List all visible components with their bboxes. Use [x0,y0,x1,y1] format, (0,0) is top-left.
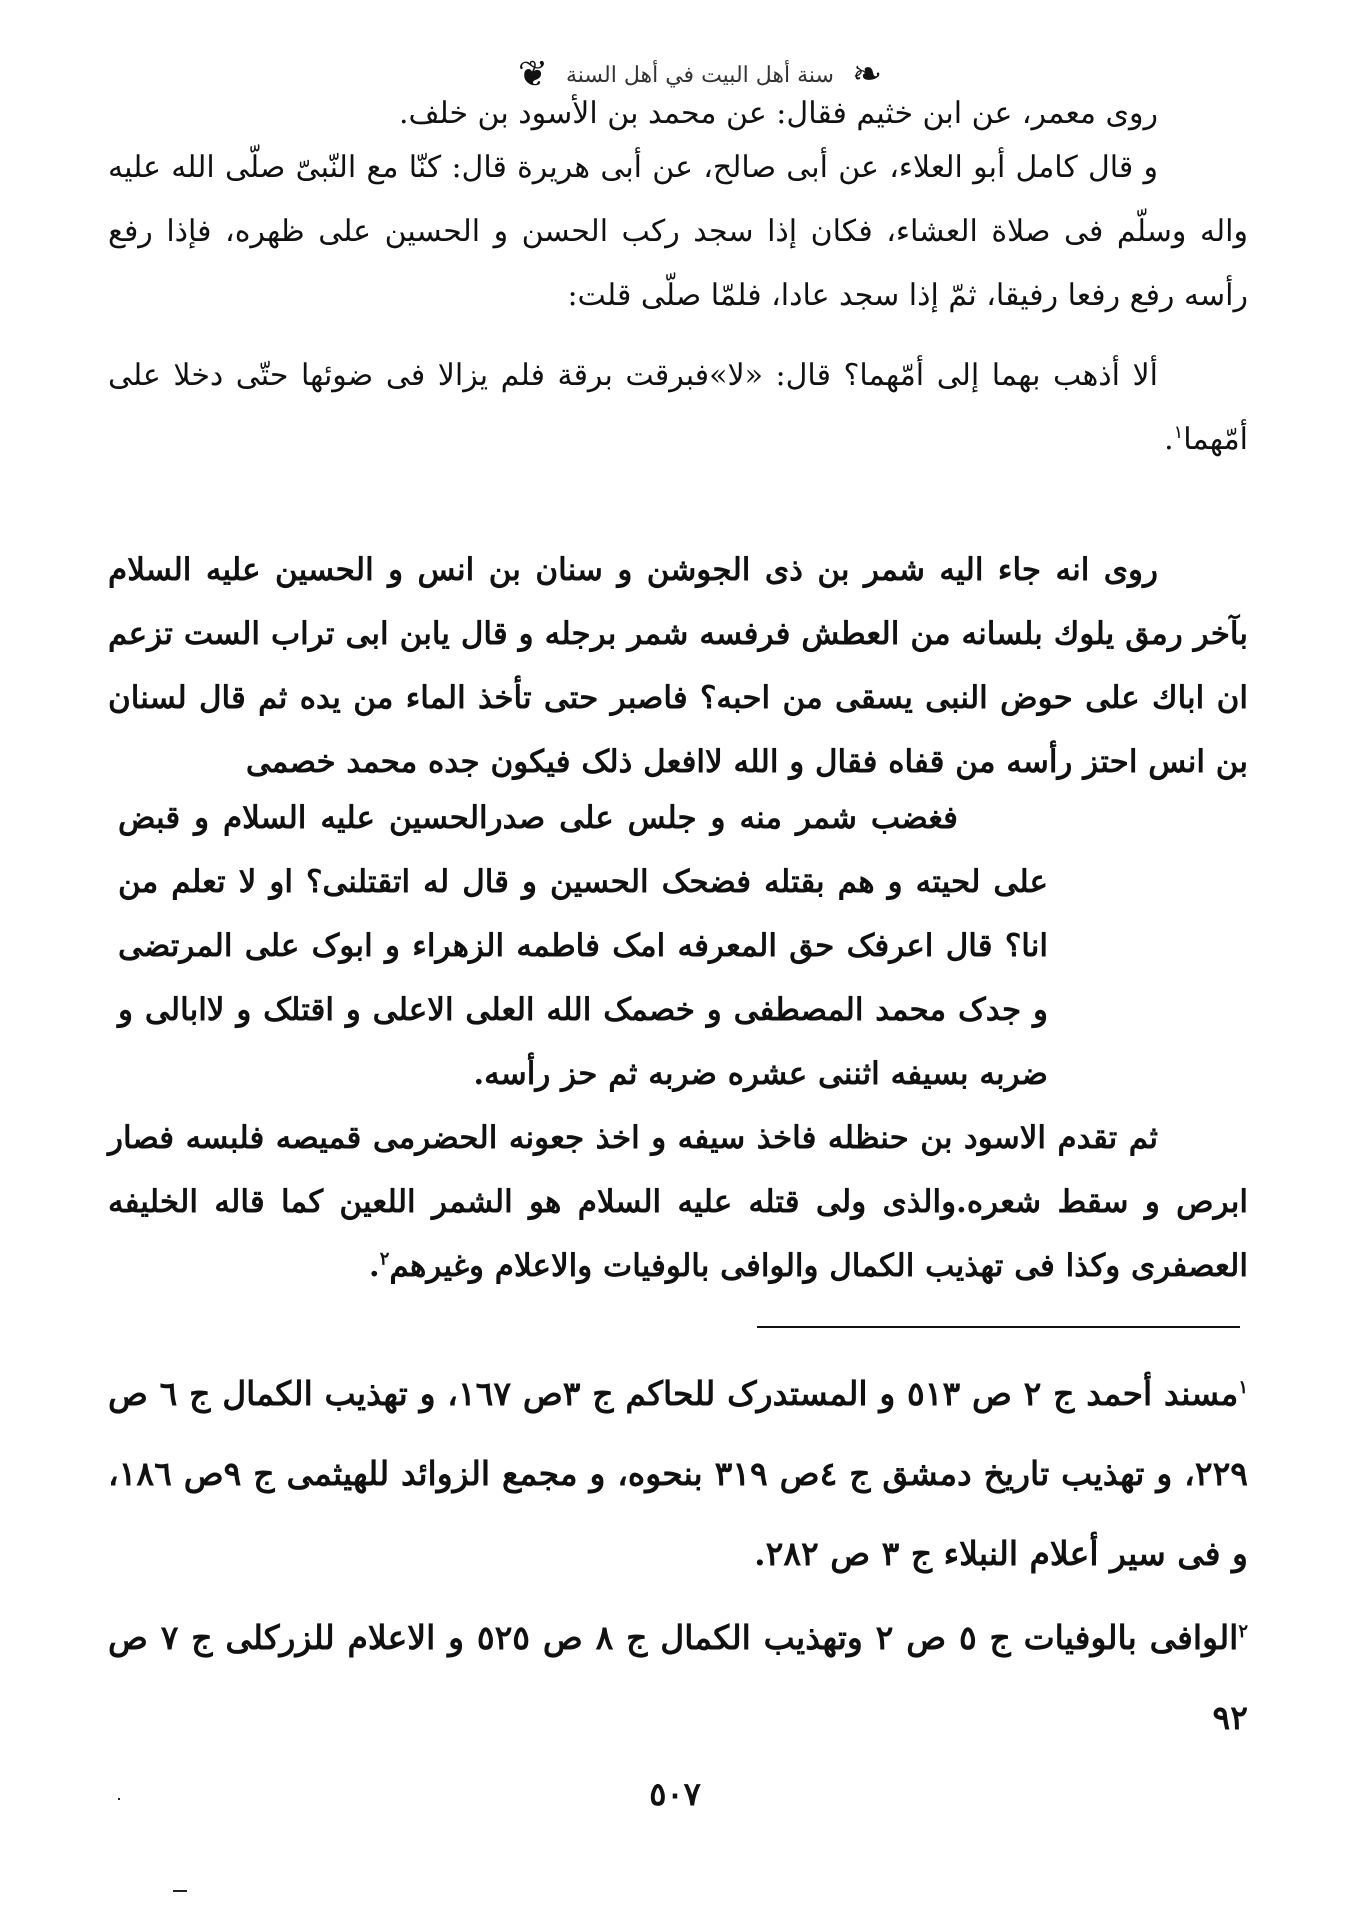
footnote-marker: ١ [1238,1377,1248,1398]
footnote-separator [757,1326,1240,1328]
ornament-icon: ❦ [517,54,548,95]
scan-speck [118,1798,120,1800]
paragraph-2: و قال كامل أبو العلاء، عن أبى صالح، عن أبى هريرة قال: كنّا مع النّبىّ صلّى الله عليه واله وسلّم فى صلاة العشاء، فكان إذا سجد ركب الحسن و الحسين على ظهره، فإذا رفع رأسه رفع رفعا رفيقا، ثمّ إذا سجد عادا، فلمّا صلّى قلت: [108,150,1248,313]
paragraph-4: روى انه جاء اليه شمر بن ذى الجوشن و سنان بن انس و الحسين عليه السلام بآخر رمق يلوك بلسانه من العطش فرفسه شمر برجله و قال يابن ابى تراب الست تزعم ان اباك على حوض النبى يسقى من احبه؟ فاصبر حتى تأخذ الماء من يده ثم قال لسنان بن انس احتز رأسه من قفاه فقال و الله لاافعل ذلک فيکون جده محمد خصمى [108,552,1248,780]
ornament-icon: ❧ [852,54,883,95]
scan-speck [173,1890,187,1892]
paragraph-6: ثم تقدم الاسود بن حنظله فاخذ سيفه و اخذ جعونه الحضرمى قميصه فلبسه فصار ابرص و سقط شعره.والذى ولى قتله عليه السلام هو الشمر اللعين كما قاله الخليفه العصفرى وكذا فى تهذيب الكمال والوافى بالوفيات والاعلام وغيرهم$^٢$. [108,1120,1248,1284]
page-number: ٥٠٧ [649,1775,701,1813]
paragraph-3: ألا أذهب بهما إلى أمّهما؟ قال: «لا»فبرقت برقة فلم يزالا فى ضوئها حتّى دخلا على أمّهما$^١$. [108,358,1248,457]
footnote-ref: ١ [1173,422,1184,443]
footnote-2: $^٢$الوافى بالوفيات ج ٥ ص ٢ وتهذيب الكمال ج ٨ ص ٥٢٥ و الاعلام للزركلى ج ٧ ص ٩٢ [108,1618,1249,1737]
paragraph-5-block-quote: فغضب شمر منه و جلس على صدرالحسين عليه السلام و قبض على لحيته و هم بقتله فضحک الحسين و قال له اتقتلنى؟ او لا تعلم من انا؟ قال اعرفک حق المعرفه امک فاطمه الزهراء و ابوک على المرتضى و جدک محمد المصطفى و خصمک الله العلى الاعلى و اقتلک و لاابالى و ضربه بسيفه اثننى عشره ضربه ثم حز رأسه. [118,800,1048,1092]
footnote-marker: ٢ [1238,1621,1249,1642]
footnote-1: $^١$مسند أحمد ج ٢ ص ٥١٣ و المستدرک للحاكم ج ٣ص ١٦٧، و تهذيب الكمال ج ٦ ص ٢٢٩، و تهذيب تاريخ دمشق ج ٤ص ٣١٩ بنحوه، و مجمع الزوائد للهيثمى ج ٩ص ١٨٦، و فى سير أعلام النبلاء ج ٣ ص ٢٨٢. [108,1374,1249,1573]
paragraph-1: روى معمر، عن ابن خثيم فقال: عن محمد بن الأسود بن خلف. [398,96,1158,131]
header-title: سنة أهل البيت في أهل السنة [565,62,834,88]
footnote-ref: ٢ [379,1248,390,1270]
